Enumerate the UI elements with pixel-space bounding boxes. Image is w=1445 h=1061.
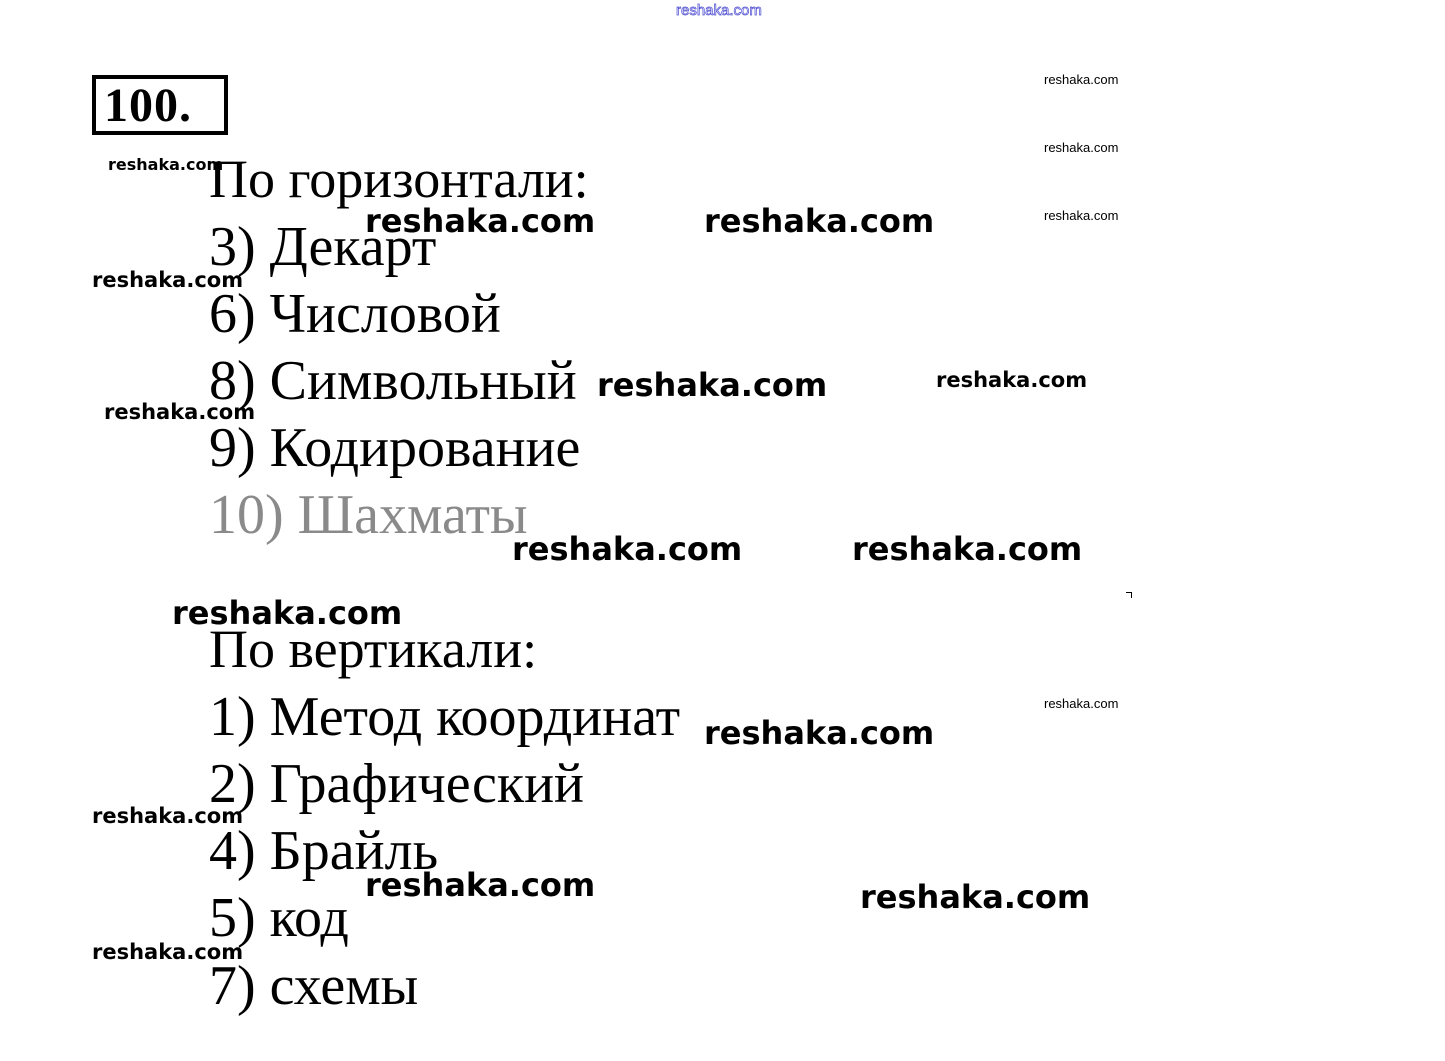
watermark: reshaka.com <box>104 400 256 424</box>
watermark: reshaka.com <box>1044 208 1119 223</box>
task-number: 100. <box>104 79 192 132</box>
watermark: reshaka.com <box>512 530 743 568</box>
watermark: reshaka.com <box>704 714 935 752</box>
vertical-item: 2) Графический <box>209 753 585 815</box>
watermark: reshaka.com <box>1044 696 1119 711</box>
horizontal-item-faded: 10) Шахматы <box>209 484 528 546</box>
vertical-item: 4) Брайль <box>209 820 439 882</box>
watermark: reshaka.com <box>92 940 244 964</box>
watermark: reshaka.com <box>1044 72 1119 87</box>
watermark: reshaka.com <box>852 530 1083 568</box>
horizontal-item: 6) Числовой <box>209 283 501 345</box>
watermark: reshaka.com <box>108 155 224 174</box>
watermark: reshaka.com <box>936 368 1088 392</box>
watermark: reshaka.com <box>1044 140 1119 155</box>
watermark: reshaka.com <box>860 878 1091 916</box>
vertical-heading: По вертикали: <box>209 619 538 679</box>
watermark: reshaka.com <box>365 202 596 240</box>
watermark: reshaka.com <box>365 866 596 904</box>
horizontal-item: 9) Кодирование <box>209 417 581 479</box>
horizontal-item: 3) Декарт <box>209 216 437 278</box>
vertical-item: 7) схемы <box>209 955 419 1017</box>
watermark: reshaka.com <box>704 202 935 240</box>
horizontal-heading: По горизонтали: <box>209 149 589 209</box>
watermark: reshaka.com <box>172 594 403 632</box>
task-number-box <box>92 75 228 135</box>
vertical-item: 5) код <box>209 887 349 949</box>
vertical-item: 1) Метод координат <box>209 686 681 748</box>
watermark: reshaka.com <box>597 366 828 404</box>
watermark: reshaka.com <box>92 804 244 828</box>
watermark: reshaka.com <box>92 268 244 292</box>
horizontal-item: 8) Символьный <box>209 350 577 412</box>
watermark-top: reshaka.com <box>676 2 762 19</box>
corner-mark <box>1126 592 1132 598</box>
